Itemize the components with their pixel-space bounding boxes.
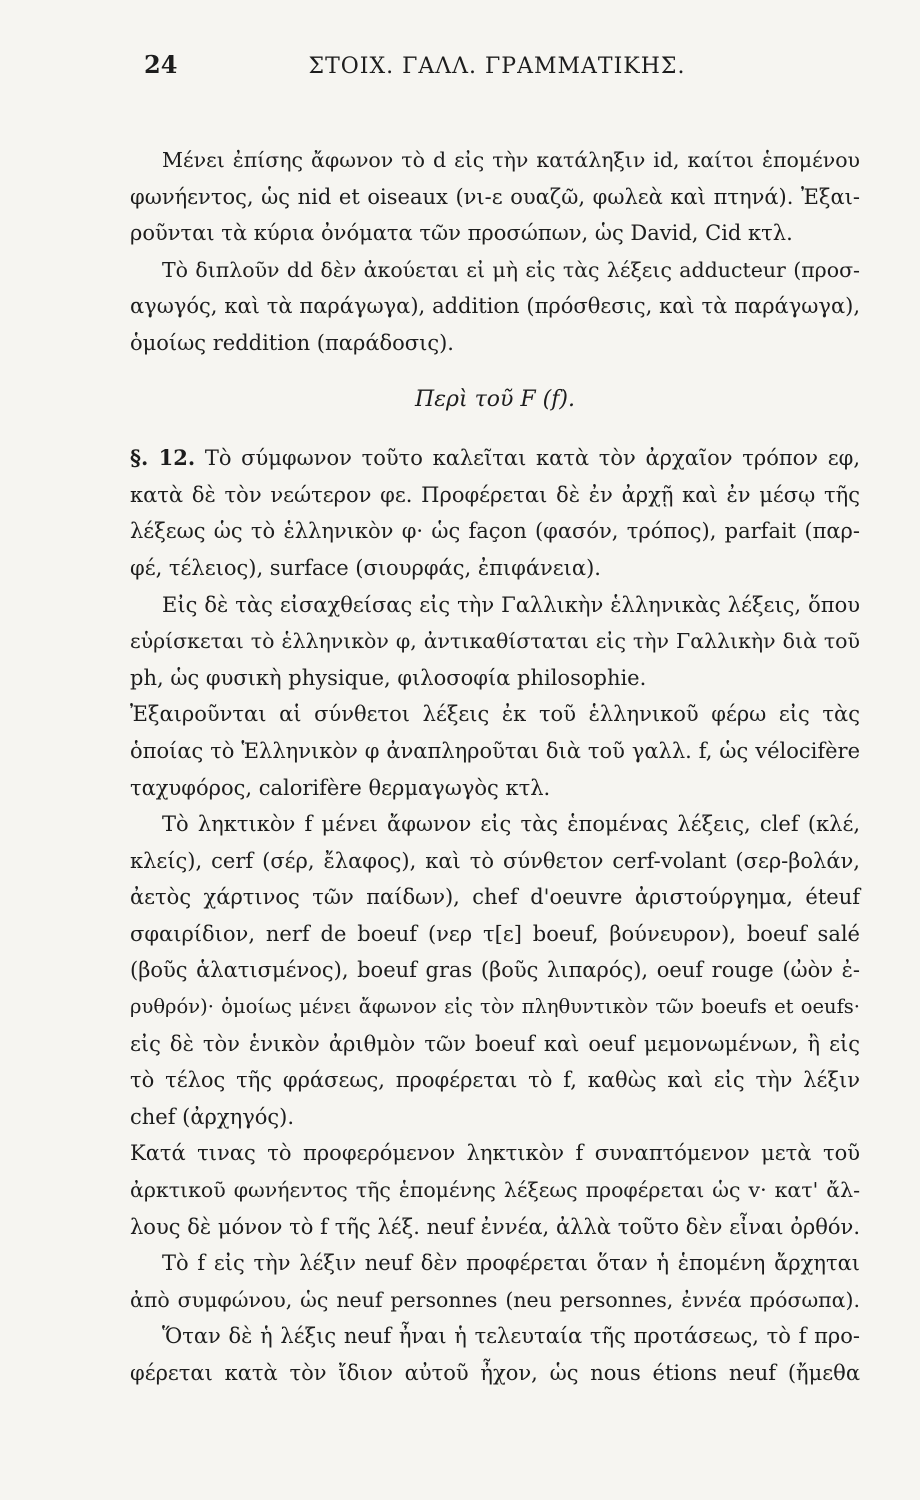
- text-line: φέρεται κατὰ τὸν ἴδιον αὐτοῦ ἦχον, ὡς nous étions neuf (ἤμεθα: [130, 1361, 860, 1385]
- text-line: ὁμοίως reddition (παράδοσις).: [130, 330, 454, 355]
- paragraph-5: [130, 696, 860, 806]
- text-line: κατὰ δὲ τὸν νεώτερον φε. Προφέρεται δὲ ἐν ἀρχῇ καὶ ἐν μέσῳ τῆς: [130, 482, 860, 507]
- text-line: Ἐξαιροῦνται αἱ σύνθετοι λέξεις ἐκ τοῦ ἑλληνικοῦ φέρω εἰς τὰς: [130, 702, 860, 727]
- text-line: ρυθρόν)· ὁμοίως μένει ἄφωνον εἰς τὸν πληθυντικὸν τῶν boeufs et oeufs·: [130, 995, 860, 1019]
- text-line: ἀετὸς χάρτινος τῶν παίδων), chef d'oeuvre ἀριστούργημα, éteuf: [130, 885, 860, 910]
- paragraph-2: [130, 252, 860, 362]
- paragraph-9: [130, 1318, 860, 1391]
- text-line: κλείς), cerf (σέρ, ἔλαφος), καὶ τὸ σύνθετον cerf-volant (σερ-βολάν,: [130, 848, 860, 873]
- text-line: φέ, τέλειος), surface (σιουρφάς, ἐπιφάνεια).: [130, 555, 601, 580]
- text-line: σφαιρίδιον, nerf de boeuf (νερ τ[ε] boeuf, βούνευρον), boeuf salé: [130, 921, 860, 946]
- text-line: ἀρκτικοῦ φωνήεντος τῆς ἑπομένης λέξεως προφέρεται ὡς v· κατ' ἄλ-: [130, 1178, 860, 1203]
- section-heading: Περὶ τοῦ F (f).: [415, 386, 575, 412]
- paragraph-1: [130, 142, 860, 252]
- paragraph-6: [130, 806, 860, 1135]
- text-line: chef (ἀρχηγός).: [130, 1104, 295, 1129]
- text-line: Μένει ἐπίσης ἄφωνον τὸ d εἰς τὴν κατάληξιν id, καίτοι ἑπομένου: [162, 148, 860, 172]
- text-line: εἰς δὲ τὸν ἑνικὸν ἀριθμὸν τῶν boeuf καὶ oeuf μεμονωμένων, ἢ εἰς: [130, 1031, 860, 1056]
- text-line: Εἰς δὲ τὰς εἰσαχθείσας εἰς τὴν Γαλλικὴν ἑλληνικὰς λέξεις, ὅπου: [162, 592, 860, 617]
- text-line: ταχυφόρος, calorifère θερμαγωγὸς κτλ.: [130, 775, 551, 800]
- text-line: Κατά τινας τὸ προφερόμενον ληκτικὸν f συναπτόμενον μετὰ τοῦ: [130, 1141, 860, 1166]
- text-line: [130, 440, 860, 477]
- text-line: αγωγός, καὶ τὰ παράγωγα), addition (πρόσθεσις, καὶ τὰ παράγωγα),: [130, 294, 860, 319]
- text-line: λέξεως ὡς τὸ ἑλληνικὸν φ· ὡς façon (φασόν, τρόπος), parfait (παρ-: [130, 519, 860, 544]
- paragraph-number: §. 12.: [130, 445, 196, 471]
- text-line: Τὸ f εἰς τὴν λέξιν neuf δὲν προφέρεται ὅταν ἡ ἑπομένη ἄρχηται: [162, 1251, 860, 1276]
- text-line: φωνήεντος, ὡς nid et oiseaux (νι-ε ουαζῶ, φωλεὰ καὶ πτηνά). Ἐξαι-: [130, 184, 860, 209]
- text-line: λους δὲ μόνον τὸ f τῆς λέξ. neuf ἐννέα, ἀλλὰ τοῦτο δὲν εἶναι ὀρθόν.: [130, 1214, 860, 1239]
- page-text: [130, 142, 860, 1392]
- text-line: ὁποίας τὸ Ἑλληνικὸν φ ἀναπληροῦται διὰ τοῦ γαλλ. f, ὡς vélocifère: [130, 738, 860, 763]
- page-number: 24: [144, 50, 178, 79]
- paragraph-7: [130, 1135, 860, 1245]
- text-line: Τὸ ληκτικὸν f μένει ἄφωνον εἰς τὰς ἑπομένας λέξεις, clef (κλέ,: [162, 812, 860, 837]
- text-line-content: Τὸ σύμφωνον τοῦτο καλεῖται κατὰ τὸν ἀρχαῖον τρόπον εφ,: [204, 446, 861, 471]
- text-line: Ὅταν δὲ ἡ λέξις neuf ἦναι ἡ τελευταία τῆς προτάσεως, τὸ f προ-: [162, 1324, 860, 1349]
- text-line: ph, ὡς φυσικὴ physique, φιλοσοφία philosophie.: [130, 665, 647, 690]
- text-line: τὸ τέλος τῆς φράσεως, προφέρεται τὸ f, καθὼς καὶ εἰς τὴν λέξιν: [130, 1068, 860, 1093]
- text-line: Τὸ διπλοῦν dd δὲν ἀκούεται εἰ μὴ εἰς τὰς λέξεις adducteur (προσ-: [162, 257, 860, 282]
- text-line: εὑρίσκεται τὸ ἑλληνικὸν φ, ἀντικαθίσταται εἰς τὴν Γαλλικὴν διὰ τοῦ: [130, 629, 860, 654]
- paragraph-4: [130, 587, 860, 697]
- running-title: ΣΤΟΙΧ. ΓΑΛΛ. ΓΡΑΜΜΑΤΙΚΗΣ.: [308, 54, 686, 79]
- page-header: [130, 50, 860, 98]
- text-line: ροῦνται τὰ κύρια ὀνόματα τῶν προσώπων, ὡς David, Cid κτλ.: [130, 221, 793, 246]
- text-line: (βοῦς ἁλατισμένος), boeuf gras (βοῦς λιπαρός), oeuf rouge (ὠὸν ἐ-: [130, 958, 860, 983]
- paragraph-3: [130, 440, 860, 586]
- paragraph-8: [130, 1245, 860, 1318]
- text-line: ἀπὸ συμφώνου, ὡς neuf personnes (neu personnes, ἐννέα πρόσωπα).: [130, 1287, 860, 1312]
